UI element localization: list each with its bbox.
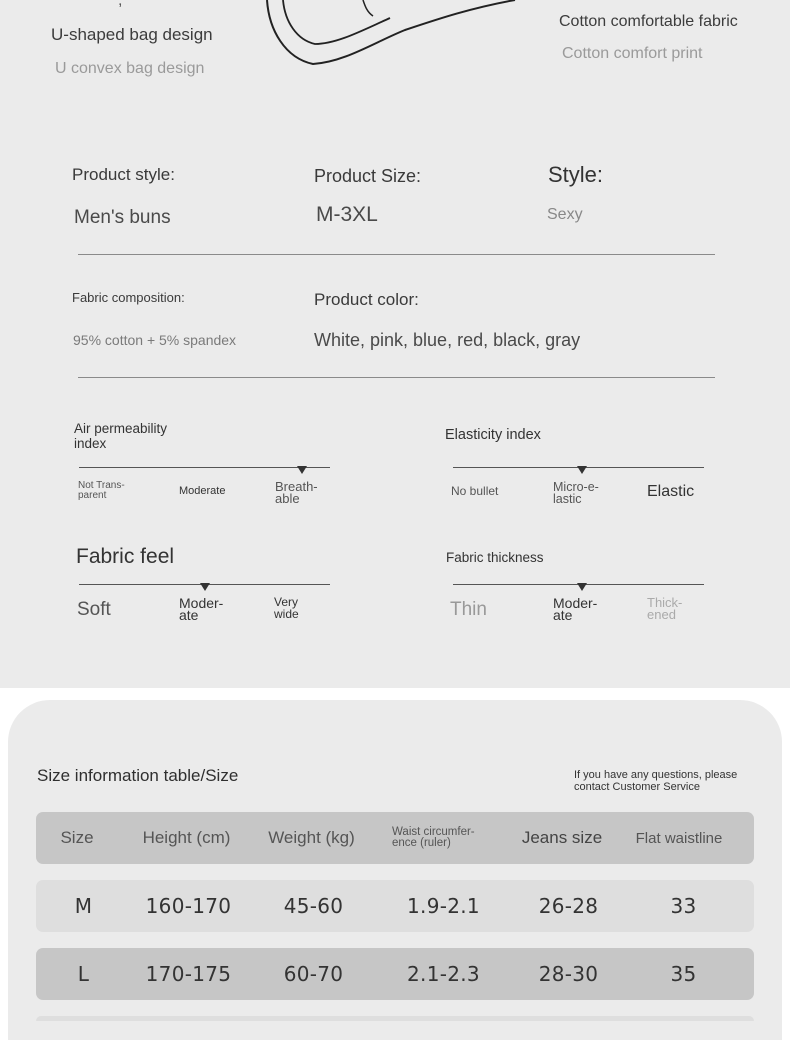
cell-size: L xyxy=(77,962,90,986)
style-value: Sexy xyxy=(547,206,583,223)
fabric-thickness-title: Fabric thickness xyxy=(446,550,544,565)
table-row xyxy=(36,880,754,932)
cell-flat-waistline: 33 xyxy=(670,894,697,918)
fabric-thickness-marker xyxy=(577,583,587,591)
cell-jeans-size: 26-28 xyxy=(538,894,599,918)
header-height: Height (cm) xyxy=(142,828,231,847)
fabric-composition-value: 95% cotton + 5% spandex xyxy=(73,332,237,348)
contact-note: If you have any questions, please contact Customer Service xyxy=(574,769,738,793)
product-color-label: Product color: xyxy=(314,290,419,309)
product-size-label: Product Size: xyxy=(314,166,422,186)
feel-option-low: Soft xyxy=(77,599,111,620)
thickness-option-mid: Moder-ate xyxy=(553,595,598,623)
feel-option-mid: Moder-ate xyxy=(179,595,224,623)
divider-top xyxy=(78,254,715,255)
feature-title-left: U-shaped bag design xyxy=(51,25,213,44)
header-weight: Weight (kg) xyxy=(268,828,355,847)
tick-mark: , xyxy=(118,0,123,9)
cell-flat-waistline: 35 xyxy=(670,962,697,986)
feature-subtitle-left: U convex bag design xyxy=(55,60,205,77)
product-color-value: White, pink, blue, red, black, gray xyxy=(314,330,581,350)
header-waist: Waist circumfer-ence (ruler) xyxy=(392,826,475,849)
table-row xyxy=(36,948,754,1000)
elasticity-option-mid: Micro-e-lastic xyxy=(553,480,599,506)
cell-waist: 2.1-2.3 xyxy=(407,962,480,986)
air-permeability-scale xyxy=(79,467,330,468)
table-row-partial xyxy=(36,1016,754,1021)
header-flat-waistline: Flat waistline xyxy=(635,829,723,847)
size-table-title: Size information table/Size xyxy=(37,766,239,785)
size-table-header xyxy=(36,812,754,864)
cell-jeans-size: 28-30 xyxy=(538,962,599,986)
feel-option-high: Very wide xyxy=(274,595,299,621)
divider-bottom xyxy=(78,377,715,378)
header-jeans-size: Jeans size xyxy=(521,828,603,847)
feature-title-right: Cotton comfortable fabric xyxy=(559,13,738,30)
air-option-low: Not Trans-parent xyxy=(78,480,125,501)
cell-weight: 45-60 xyxy=(283,894,344,918)
cell-size: M xyxy=(74,894,93,918)
style-label: Style: xyxy=(548,162,604,187)
elasticity-marker xyxy=(577,466,587,474)
air-permeability-title: Air permeability index xyxy=(74,421,168,451)
product-style-label: Product style: xyxy=(72,165,175,184)
product-style-value: Men's buns xyxy=(74,207,171,228)
air-permeability-marker xyxy=(297,466,307,474)
header-size: Size xyxy=(60,828,94,847)
feature-subtitle-right: Cotton comfort print xyxy=(562,45,703,62)
air-option-mid: Moderate xyxy=(179,485,226,497)
cell-waist: 1.9-2.1 xyxy=(407,894,480,918)
air-option-high: Breath-able xyxy=(275,479,318,506)
thickness-option-low: Thin xyxy=(450,599,487,620)
cell-height: 160-170 xyxy=(145,894,232,918)
elasticity-title: Elasticity index xyxy=(445,427,541,443)
cell-weight: 60-70 xyxy=(283,962,344,986)
fabric-feel-title: Fabric feel xyxy=(76,545,175,568)
garment-illustration xyxy=(255,0,555,80)
elasticity-option-low: No bullet xyxy=(451,484,499,498)
product-size-value: M-3XL xyxy=(316,203,378,226)
fabric-feel-marker xyxy=(200,583,210,591)
fabric-composition-label: Fabric composition: xyxy=(72,290,185,305)
elasticity-option-high: Elastic xyxy=(647,483,695,500)
cell-height: 170-175 xyxy=(145,962,232,986)
thickness-option-high: Thick-ened xyxy=(647,595,683,622)
